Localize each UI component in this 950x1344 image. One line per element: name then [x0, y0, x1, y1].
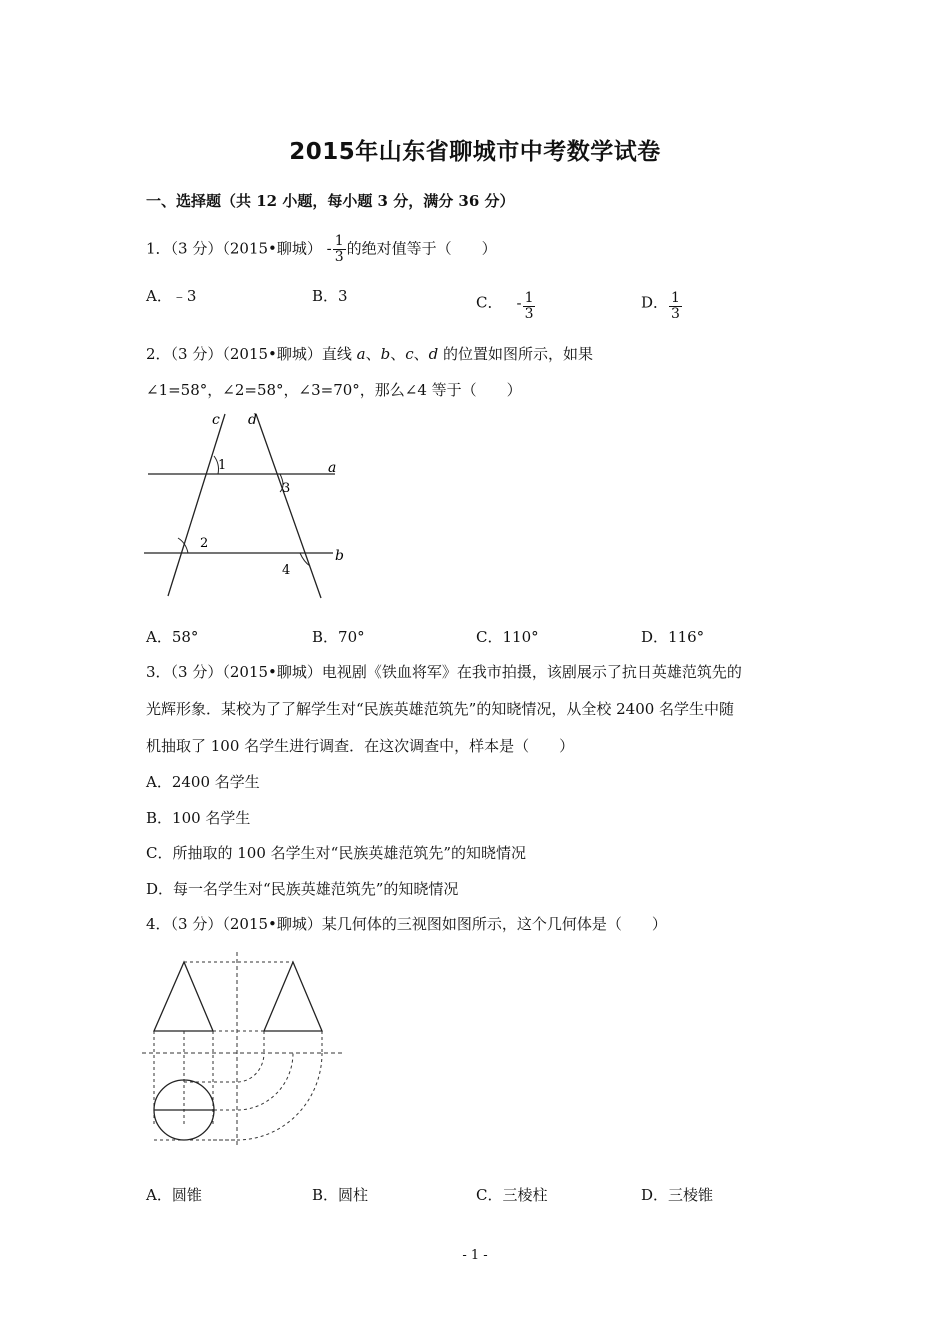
question-3-stem-line1: 3．（3 分）（2015•聊城）电视剧《铁血将军》在我市拍摄，该剧展示了抗日英雄范筑先的	[146, 663, 742, 681]
side-view-triangle	[264, 962, 322, 1031]
question-2-stem-line2: ∠1=58°，∠2=58°，∠3=70°，那么∠4 等于（ ）	[146, 381, 522, 399]
q4-three-views-figure	[140, 950, 350, 1150]
q3-option-a: A．2400 名学生	[146, 773, 260, 791]
front-view-triangle	[154, 962, 213, 1031]
label-angle-3: 3	[282, 481, 291, 496]
line-c	[168, 414, 225, 596]
transfer-arc-inner	[184, 1053, 264, 1082]
q2-var-b: b	[380, 345, 391, 363]
question-4-stem: 4．（3 分）（2015•聊城）某几何体的三视图如图所示，这个几何体是（ ）	[146, 915, 667, 933]
q3-option-c: C．所抽取的 100 名学生对“民族英雄范筑先”的知晓情况	[146, 844, 526, 862]
label-c: c	[212, 412, 220, 428]
page-number: - 1 -	[462, 1248, 488, 1263]
q4-option-a: A．圆锥	[146, 1186, 202, 1204]
q1-option-d-label: D．	[641, 293, 669, 312]
q1-suffix: 的绝对值等于（ ）	[346, 239, 497, 258]
label-angle-4: 4	[282, 563, 291, 578]
q4-option-c: C．三棱柱	[476, 1186, 548, 1204]
question-2-stem-line1	[146, 344, 593, 364]
q2-sep: 、	[365, 345, 381, 363]
q1-option-c-den: 3	[524, 306, 534, 322]
q2-lines-figure	[140, 408, 360, 608]
q2-option-a: A．58°	[146, 628, 199, 646]
q1-option-a: A．﹣3	[146, 287, 197, 305]
label-a: a	[328, 460, 337, 476]
q1-fraction	[333, 234, 346, 265]
q1-option-c-label: C．	[476, 293, 503, 312]
q2-text-end: 的位置如图所示，如果	[438, 345, 594, 363]
question-3-stem-line2: 光辉形象．某校为了了解学生对“民族英雄范筑先”的知晓情况，从全校 2400 名学生中随	[146, 700, 735, 718]
q2-sep: 、	[390, 345, 406, 363]
q2-option-c: C．110°	[476, 628, 539, 646]
q1-option-d-den: 3	[671, 306, 680, 322]
q3-option-d: D．每一名学生对“民族英雄范筑先”的知晓情况	[146, 880, 459, 898]
q1-option-d	[641, 285, 683, 322]
q1-frac-num: 1	[334, 233, 344, 249]
angle-2-arc	[178, 538, 188, 553]
label-b: b	[335, 548, 344, 564]
q1-option-d-num: 1	[671, 290, 680, 306]
section-heading: 一、选择题（共 12 小题，每小题 3 分，满分 36 分）	[146, 192, 515, 210]
q2-var-c: c	[405, 345, 414, 363]
question-3-stem-line3: 机抽取了 100 名学生进行调查．在这次调查中，样本是（ ）	[146, 737, 575, 755]
q2-var-a: a	[356, 345, 366, 363]
q1-option-c-fraction	[523, 291, 536, 322]
q2-text-start: 2．（3 分）（2015•聊城）直线	[146, 345, 357, 363]
q4-option-d: D．三棱锥	[641, 1186, 714, 1204]
q1-frac-den: 3	[334, 249, 344, 265]
q1-option-c	[476, 285, 536, 322]
q4-option-b: B．圆柱	[312, 1186, 369, 1204]
q2-option-b: B．70°	[312, 628, 365, 646]
q1-option-c-sign: -	[516, 293, 522, 312]
q1-option-d-fraction	[669, 291, 682, 322]
label-angle-1: 1	[218, 458, 227, 473]
q1-option-b: B．3	[312, 287, 348, 305]
q2-var-d: d	[428, 345, 439, 363]
q3-option-b: B．100 名学生	[146, 809, 251, 827]
page-title: 2015年山东省聊城市中考数学试卷	[289, 139, 661, 165]
q1-option-c-num: 1	[524, 290, 534, 306]
q2-sep: 、	[413, 345, 429, 363]
label-d: d	[248, 412, 257, 428]
label-angle-2: 2	[200, 536, 209, 551]
q1-prefix: 1．（3 分）（2015•聊城） -	[146, 239, 332, 258]
q2-option-d: D．116°	[641, 628, 705, 646]
question-1-stem	[146, 234, 497, 265]
transfer-arc-outer	[213, 1053, 322, 1140]
